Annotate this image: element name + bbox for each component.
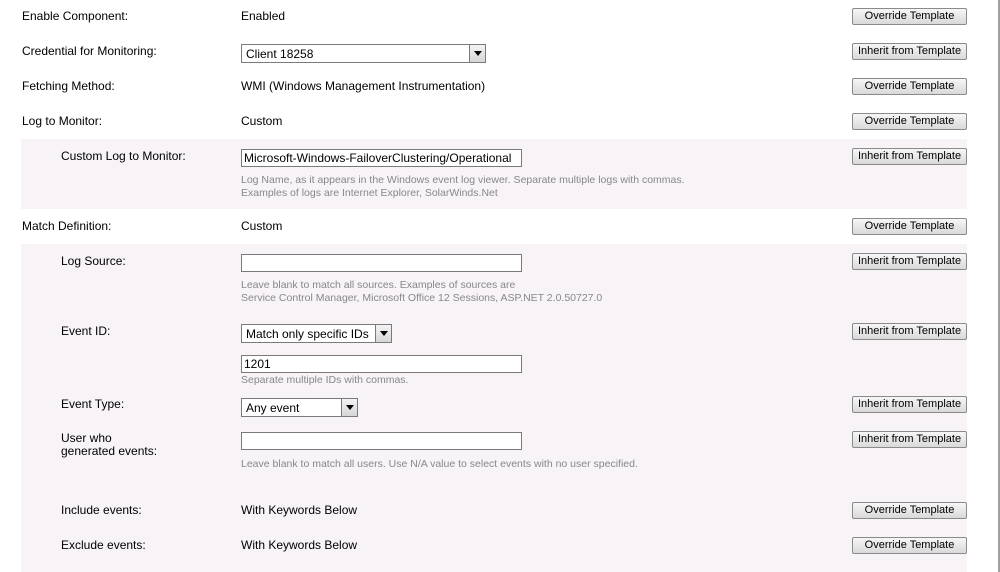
chevron-down-icon[interactable] [469, 45, 485, 62]
exclude-events-override-button[interactable]: Override Template [852, 537, 967, 554]
match-definition-label: Match Definition: [22, 219, 112, 233]
credential-label: Credential for Monitoring: [22, 44, 157, 58]
log-to-monitor-label: Log to Monitor: [22, 114, 103, 128]
exclude-events-value: With Keywords Below [241, 538, 358, 552]
user-input[interactable] [241, 432, 522, 450]
log-source-label: Log Source: [61, 254, 126, 268]
include-events-override-button[interactable]: Override Template [852, 502, 967, 519]
user-label-line1: User who [61, 431, 112, 445]
custom-log-input[interactable]: Microsoft-Windows-FailoverClustering/Operational [241, 149, 522, 167]
event-id-select[interactable] [241, 324, 392, 343]
match-definition-value: Custom [241, 219, 283, 233]
log-source-hint-line1: Leave blank to match all sources. Examples of sources are [241, 279, 516, 291]
user-label [61, 432, 221, 458]
exclude-events-label: Exclude events: [61, 538, 146, 552]
user-hint: Leave blank to match all users. Use N/A value to select events with no user specified. [241, 458, 638, 470]
event-id-label: Event ID: [61, 324, 111, 338]
custom-log-hint-line2: Examples of logs are Internet Explorer, SolarWinds.Net [241, 187, 498, 199]
enable-component-label: Enable Component: [22, 9, 129, 23]
log-source-hint-line2: Service Control Manager, Microsoft Office 12 Sessions, ASP.NET 2.0.50727.0 [241, 292, 603, 304]
event-type-selected-value: Any event [246, 401, 300, 415]
match-definition-override-button[interactable]: Override Template [852, 218, 967, 235]
custom-log-inherit-button[interactable]: Inherit from Template [852, 148, 967, 165]
custom-log-hint-line1: Log Name, as it appears in the Windows event log viewer. Separate multiple logs with commas. [241, 174, 685, 186]
include-events-label: Include events: [61, 503, 142, 517]
event-type-label: Event Type: [61, 397, 125, 411]
log-to-monitor-value: Custom [241, 114, 283, 128]
fetching-method-label: Fetching Method: [22, 79, 115, 93]
log-source-inherit-button[interactable]: Inherit from Template [852, 253, 967, 270]
credential-select[interactable] [241, 44, 486, 63]
fetching-method-value: WMI (Windows Management Instrumentation) [241, 79, 486, 93]
chevron-down-icon[interactable] [375, 325, 391, 342]
event-id-hint: Separate multiple IDs with commas. [241, 374, 409, 386]
user-inherit-button[interactable]: Inherit from Template [852, 431, 967, 448]
event-id-input[interactable]: 1201 [241, 355, 522, 373]
custom-log-label: Custom Log to Monitor: [61, 149, 186, 163]
event-id-selected-value: Match only specific IDs [246, 327, 369, 341]
enable-component-override-button[interactable]: Override Template [852, 8, 967, 25]
enable-component-value: Enabled [241, 9, 286, 23]
credential-inherit-button[interactable]: Inherit from Template [852, 43, 967, 60]
log-to-monitor-override-button[interactable]: Override Template [852, 113, 967, 130]
event-type-select[interactable] [241, 398, 358, 417]
event-type-inherit-button[interactable]: Inherit from Template [852, 396, 967, 413]
user-label-line2: generated events: [61, 444, 158, 458]
include-events-value: With Keywords Below [241, 503, 358, 517]
event-id-inherit-button[interactable]: Inherit from Template [852, 323, 967, 340]
credential-selected-value: Client 18258 [246, 47, 314, 61]
chevron-down-icon[interactable] [341, 399, 357, 416]
fetching-method-override-button[interactable]: Override Template [852, 78, 967, 95]
log-source-input[interactable] [241, 254, 522, 272]
